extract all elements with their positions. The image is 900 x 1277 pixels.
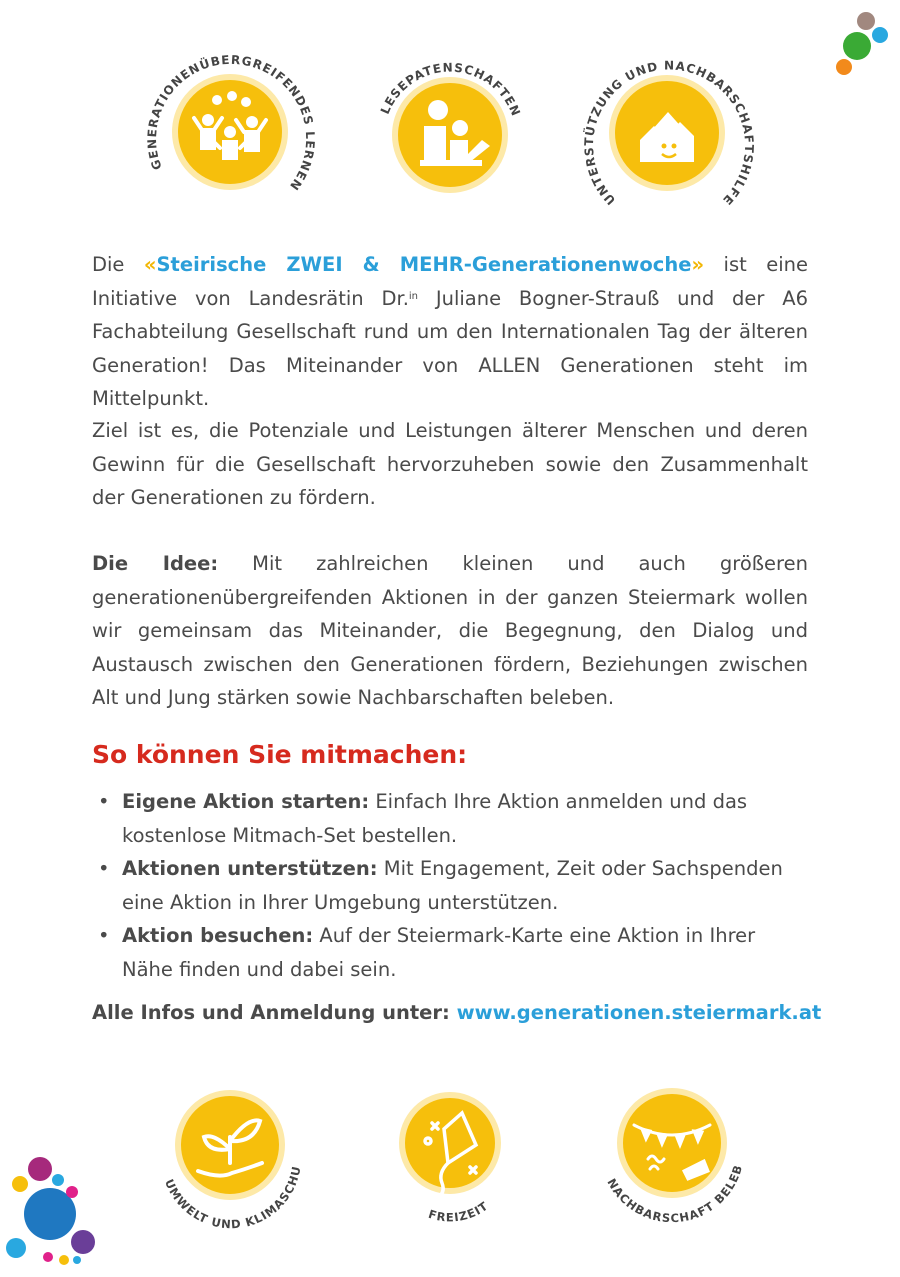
website-link[interactable]: www.generationen.steiermark.at [456,1001,822,1024]
intro-paragraph-2: Ziel ist es, die Potenziale und Leistungen älterer Menschen und deren Gewinn für die Gesellschaft hervorzuheben sowie den Zusammenhalt der Generationen zu fördern. [92,419,808,509]
mitmachen-list [92,785,792,986]
svg-text:LESEPATENSCHAFTEN: LESEPATENSCHAFTEN [377,60,524,119]
badge-nachbarschaft-beleben [574,1064,760,1255]
intro-paragraph-1: Die «Steirische ZWEI & MEHR-Generationenwoche» ist eine Initiative von Landesrätin Dr.$^{in}$ Juliane Bogner-Strauß und der A6 Fachabteilung Gesellschaft rund um den Internationalen Tag der älteren Generation! Das Miteinander von ALLEN Generationen steht im Mittelpunkt. [92,253,808,410]
list-item: • Aktionen unterstützen: Mit Engagement, Zeit oder Sachspenden eine Aktion in Ihrer Umgebung unterstützen. [98,857,783,914]
svg-text:GENERATIONENÜBERGREIFENDES LER: GENERATIONENÜBERGREIFENDES LERNEN [144,52,318,194]
intro-paragraph-3: Die Idee: Mit zahlreichen kleinen und auch größeren generationenübergreifenden Aktionen in der ganzen Steiermark wollen wir gemeinsam das Miteinander, die Begegnung, den Dialog und Austausch zwischen den Generationen fördern, Beziehungen zwischen Alt und Jung stärken sowie Nachbarschaften beleben. [92,552,808,709]
mitmachen-heading: So können Sie mitmachen: [92,740,468,769]
badge-freizeit [360,1075,540,1255]
list-item: • Eigene Aktion starten: Einfach Ihre Aktion anmelden und das kostenlose Mitmach-Set bestellen. [98,790,748,847]
list-item: • Aktion besuchen: Auf der Steiermark-Karte eine Aktion in Ihrer Nähe finden und dabei sein. [98,924,756,981]
svg-text:FREIZEIT: FREIZEIT [426,1198,492,1225]
badge-generationenuebergreifendes-lernen [140,40,320,220]
badge-lesepatenschaften [360,40,540,220]
initiative-title: Steirische ZWEI & MEHR-Generationenwoche [156,253,692,276]
svg-text:UNTERSTÜTZUNG UND NACHBARSCHAF: UNTERSTÜTZUNG UND NACHBARSCHAFTSHILFE [581,58,757,209]
decorative-dots-bottom-left [0,1150,110,1277]
badge-umwelt-klimaschutz [135,1064,320,1255]
badge-unterstuetzung-nachbarschaftshilfe [580,40,760,220]
svg-text:NACHBARSCHAFT BELEBEN: NACHBARSCHAFT BELEBEN [574,1064,746,1226]
svg-text:UMWELT UND KLIMASCHUTZ: UMWELT UND KLIMASCHUTZ [135,1064,304,1232]
info-line: Alle Infos und Anmeldung unter: www.generationen.steiermark.at [92,1001,822,1024]
decorative-dots-top-right [830,5,895,80]
